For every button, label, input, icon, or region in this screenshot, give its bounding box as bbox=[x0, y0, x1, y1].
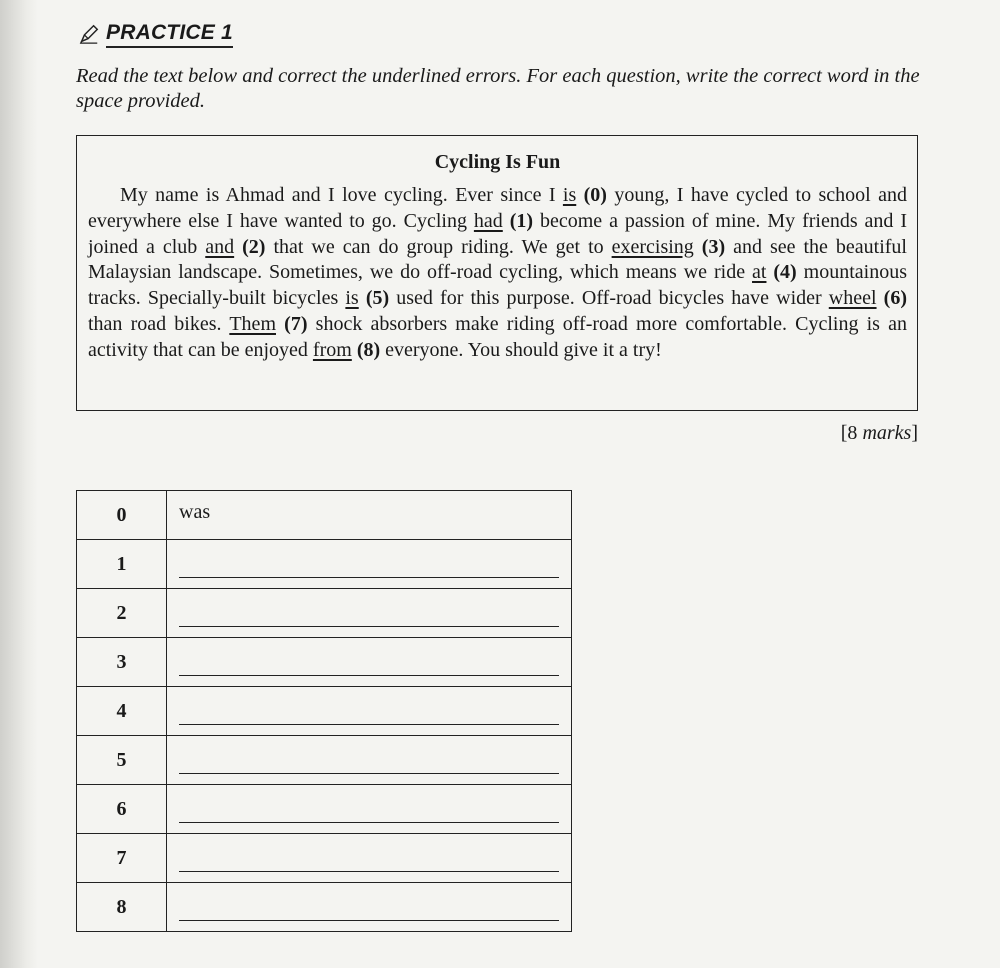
question-number-cell: 8 bbox=[77, 883, 167, 932]
question-number-cell: 4 bbox=[77, 687, 167, 736]
answer-cell[interactable] bbox=[167, 589, 572, 638]
answer-table bbox=[76, 490, 572, 932]
passage-text: and see the beautiful Malaysian landscape. Sometimes, we do off-road cycling, which means we ride bbox=[88, 235, 907, 284]
answer-line bbox=[179, 773, 559, 774]
answer-line bbox=[179, 626, 559, 627]
marks-label bbox=[841, 422, 918, 445]
question-number-cell: 1 bbox=[77, 540, 167, 589]
question-number: (5) bbox=[358, 287, 390, 310]
answer-row bbox=[77, 638, 572, 687]
question-number: (7) bbox=[276, 312, 308, 335]
question-number-cell: 2 bbox=[77, 589, 167, 638]
answer-row bbox=[77, 834, 572, 883]
question-number-cell: 6 bbox=[77, 785, 167, 834]
practice-heading bbox=[78, 20, 233, 48]
passage-text: My name is Ahmad and I love cycling. Ever since I bbox=[120, 184, 563, 206]
passage-box bbox=[76, 135, 918, 411]
answer-row bbox=[77, 687, 572, 736]
passage-text: than road bikes. bbox=[88, 312, 230, 335]
instruction-text: Read the text below and correct the underlined errors. For each question, write the correct word in the space provided. bbox=[76, 65, 920, 112]
answer-line bbox=[179, 675, 559, 676]
marks-close: ] bbox=[911, 422, 918, 444]
question-number: (6) bbox=[876, 287, 907, 310]
answer-row bbox=[77, 883, 572, 932]
underlined-error: Them bbox=[229, 312, 276, 335]
underlined-error: wheel bbox=[828, 287, 877, 310]
underlined-error: had bbox=[473, 209, 503, 232]
marks-word: marks bbox=[862, 422, 912, 444]
underlined-error: is bbox=[345, 287, 359, 310]
question-number-cell: 7 bbox=[77, 834, 167, 883]
answer-cell[interactable] bbox=[167, 540, 572, 589]
answer-line bbox=[179, 577, 559, 578]
answer-cell[interactable] bbox=[167, 491, 572, 540]
question-number-cell: 5 bbox=[77, 736, 167, 785]
answer-row bbox=[77, 785, 572, 834]
answer-cell[interactable] bbox=[167, 785, 572, 834]
underlined-error: and bbox=[205, 235, 235, 258]
answer-row bbox=[77, 491, 572, 540]
answer-line bbox=[179, 822, 559, 823]
answer-cell[interactable] bbox=[167, 834, 572, 883]
question-number: (3) bbox=[693, 235, 726, 258]
answer-row bbox=[77, 736, 572, 785]
question-number: (8) bbox=[351, 338, 381, 361]
passage-text: young, I have cycled to school and everywhere else I have wanted to go. Cycling bbox=[88, 184, 907, 232]
answer-row bbox=[77, 589, 572, 638]
passage-body bbox=[88, 183, 907, 364]
underlined-error: at bbox=[752, 261, 767, 284]
question-number: (4) bbox=[766, 261, 797, 284]
question-number: (0) bbox=[576, 184, 607, 206]
answer-cell[interactable] bbox=[167, 736, 572, 785]
passage-text: become a passion of mine. My friends and I joined a club bbox=[88, 209, 908, 258]
passage-text: used for this purpose. Off-road bicycles have wider bbox=[389, 287, 829, 310]
answer-row bbox=[77, 540, 572, 589]
marks-open: [8 bbox=[840, 422, 863, 444]
question-number-cell: 0 bbox=[77, 491, 167, 540]
passage-text: mountainous tracks. Specially-built bicycles bbox=[88, 261, 907, 310]
answer-line bbox=[179, 724, 559, 725]
answer-text: was bbox=[179, 501, 211, 523]
answer-line bbox=[179, 920, 559, 921]
passage-text: shock absorbers make riding off-road more comfortable. Cycling is an activity that can be enjoyed bbox=[88, 312, 907, 361]
underlined-error: from bbox=[312, 338, 352, 361]
answer-line bbox=[179, 871, 559, 872]
answer-cell[interactable] bbox=[167, 687, 572, 736]
passage-text: that we can do group riding. We get to bbox=[265, 235, 612, 258]
practice-title: PRACTICE 1 bbox=[106, 21, 233, 48]
pencil-icon bbox=[78, 23, 100, 45]
underlined-error: exercising bbox=[611, 235, 694, 258]
answer-cell[interactable] bbox=[167, 883, 572, 932]
question-number-cell: 3 bbox=[77, 638, 167, 687]
question-number: (1) bbox=[502, 209, 534, 232]
underlined-error: is bbox=[562, 184, 577, 206]
passage-title: Cycling Is Fun bbox=[434, 151, 561, 173]
question-number: (2) bbox=[234, 235, 266, 258]
page-edge-shadow bbox=[0, 0, 38, 968]
passage-text: everyone. You should give it a try! bbox=[380, 338, 662, 361]
answer-cell[interactable] bbox=[167, 638, 572, 687]
